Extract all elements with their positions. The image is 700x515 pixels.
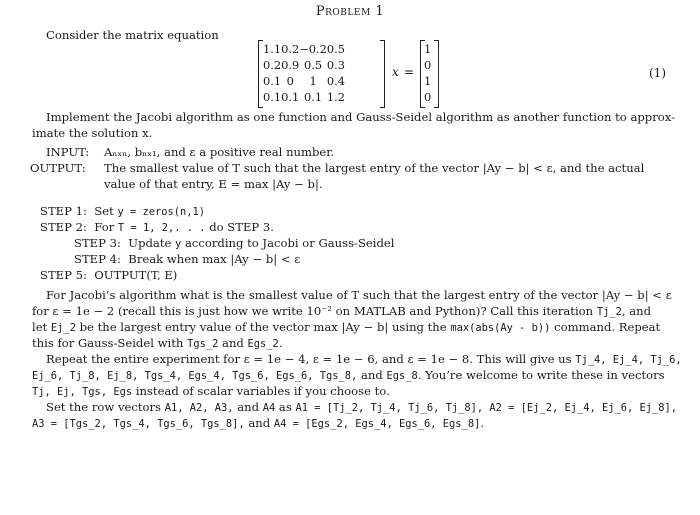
- problem-title: Problem 1: [315, 4, 385, 19]
- step-3: STEP 3: Update y according to Jacobi or Gauss-Seidel: [74, 236, 395, 250]
- output-label: OUTPUT:: [30, 161, 86, 175]
- step-1: STEP 1: Set y = zeros(n,1): [40, 204, 206, 218]
- matrix-row: 0.1 0 1 0.4: [263, 74, 346, 88]
- para3-line-1: Set the row vectors A1, A2, A3, and A4 as A1 = [Tj_2, Tj_4, Tj_6, Tj_8], A2 = [Ej_2, Ej_4, Ej_6, Ej_8],: [46, 400, 678, 414]
- rhs-right-bracket: [434, 40, 439, 108]
- para1-line-3: let Ej_2 be the largest entry value of the vector max |Ay − b| using the max(abs(Ay - b)) command. Repeat: [32, 320, 661, 334]
- input-text: Aₙₓₙ, bₙₓ₁, and ε a positive real number.: [104, 145, 335, 159]
- coefficient-matrix: [263, 41, 345, 105]
- matrix-row: 1.1 0.2 −0.2 0.5: [263, 42, 346, 56]
- input-label: INPUT:: [46, 145, 90, 159]
- equation-number: (1): [649, 66, 666, 80]
- output-line-1: The smallest value of T such that the largest entry of the vector |Ay − b| < ε, and the actual: [104, 161, 645, 175]
- x-symbol: x: [392, 65, 399, 79]
- output-line-2: value of that entry, E = max |Ay − b|.: [104, 177, 323, 191]
- para1-line-4: this for Gauss-Seidel with Tgs_2 and Egs_2.: [32, 336, 283, 350]
- para2-line-1: Repeat the entire experiment for ε = 1e − 4, ε = 1e − 6, and ε = 1e − 8. This will give us Tj_4, Ej_4, Tj_6,: [46, 352, 682, 366]
- matrix-row: 0.2 0.9 0.5 0.3: [263, 58, 346, 72]
- implement-line-2: imate the solution x.: [32, 126, 153, 140]
- step-2: STEP 2: For T = 1, 2,. . . do STEP 3.: [40, 220, 274, 234]
- intro-text: Consider the matrix equation: [46, 28, 219, 42]
- para1-line-2: for ε = 1e − 2 (recall this is just how we write 10⁻² on MATLAB and Python)? Call this iteration Tj_2, and: [32, 304, 652, 318]
- equals-sign: =: [404, 65, 415, 79]
- para1-line-1: For Jacobi’s algorithm what is the smallest value of T such that the largest entry of the vector |Ay − b| < ε: [46, 288, 672, 302]
- matrix-right-bracket: [380, 40, 385, 108]
- step-5: STEP 5: OUTPUT(T, E): [40, 268, 178, 282]
- para3-line-2: A3 = [Tgs_2, Tgs_4, Tgs_6, Tgs_8], and A4 = [Egs_2, Egs_4, Egs_6, Egs_8].: [32, 416, 485, 430]
- para2-line-2: Ej_6, Tj_8, Ej_8, Tgs_4, Egs_4, Tgs_6, Egs_6, Tgs_8, and Egs_8. You’re welcome to write these in vectors: [32, 368, 665, 382]
- step-4: STEP 4: Break when max |Ay − b| < ε: [74, 252, 301, 266]
- implement-line-1: Implement the Jacobi algorithm as one function and Gauss-Seidel algorithm as another function to approx-: [46, 110, 675, 124]
- matrix-row: 0.1 0.1 0.1 1.2: [263, 90, 346, 104]
- rhs-vector: 1 0 1 0: [424, 42, 432, 104]
- para2-line-3: Tj, Ej, Tgs, Egs instead of scalar variables if you choose to.: [32, 384, 390, 398]
